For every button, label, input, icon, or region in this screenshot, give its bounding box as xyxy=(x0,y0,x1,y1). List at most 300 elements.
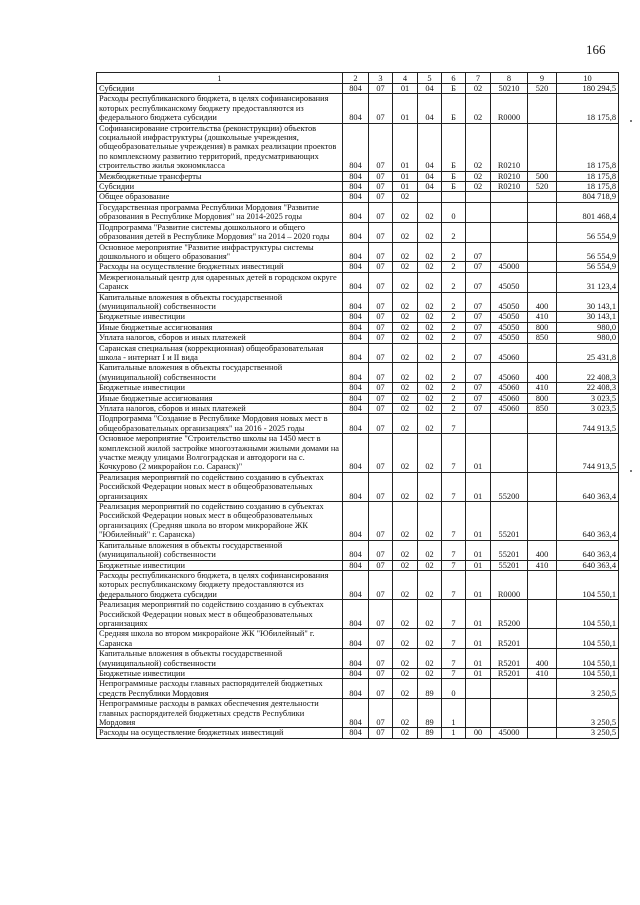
event-code-cell: 01 xyxy=(466,629,491,649)
expense-code-cell: R5200 xyxy=(491,600,528,629)
column-header-8: 8 xyxy=(491,73,528,84)
subprogram-code-cell: 2 xyxy=(442,272,466,292)
ministry-code-cell: 804 xyxy=(343,502,369,541)
subprogram-code-cell: 7 xyxy=(442,560,466,570)
expense-code-cell: 55201 xyxy=(491,502,528,541)
subsection-code-cell: 02 xyxy=(393,322,418,332)
program-code-cell: 02 xyxy=(418,502,442,541)
expense-code-cell xyxy=(491,679,528,699)
section-code-cell: 07 xyxy=(369,322,393,332)
expense-type-code-cell xyxy=(528,343,557,363)
amount-cell: 801 468,4 xyxy=(557,202,619,222)
subprogram-code-cell: 7 xyxy=(442,540,466,560)
subsection-code-cell: 01 xyxy=(393,84,418,94)
row-name-cell: Непрограммные расходы главных распорядителей бюджетных средств Республики Мордовия xyxy=(97,679,343,699)
table-row xyxy=(97,502,619,541)
expense-code-cell: R0210 xyxy=(491,123,528,171)
expense-code-cell: R0000 xyxy=(491,94,528,123)
expense-code-cell: R5201 xyxy=(491,629,528,649)
row-name-cell: Реализация мероприятий по содействию созданию в субъектах Российской Федерации новых мест в общеобразовательных организациях (Средняя школа во втором микрорайоне ЖК "Юбилейный" г. Саранска) xyxy=(97,502,343,541)
event-code-cell: 01 xyxy=(466,560,491,570)
subprogram-code-cell: Б xyxy=(442,123,466,171)
table-row xyxy=(97,600,619,629)
expense-code-cell: 45060 xyxy=(491,383,528,393)
program-code-cell: 02 xyxy=(418,393,442,403)
ministry-code-cell: 804 xyxy=(343,649,369,669)
subprogram-code-cell: 7 xyxy=(442,629,466,649)
subsection-code-cell: 02 xyxy=(393,472,418,501)
subsection-code-cell: 02 xyxy=(393,404,418,414)
program-code-cell: 02 xyxy=(418,383,442,393)
expense-code-cell xyxy=(491,414,528,434)
section-code-cell: 07 xyxy=(369,668,393,678)
section-code-cell: 07 xyxy=(369,699,393,728)
expense-type-code-cell xyxy=(528,472,557,501)
program-code-cell: 02 xyxy=(418,363,442,383)
row-name-cell: Реализация мероприятий по содействию созданию в субъектах Российской Федерации новых мест в общеобразовательных организациях xyxy=(97,472,343,501)
amount-cell: 744 913,5 xyxy=(557,414,619,434)
section-code-cell: 07 xyxy=(369,629,393,649)
row-name-cell: Реализация мероприятий по содействию созданию в субъектах Российской Федерации новых мест в общеобразовательных организациях xyxy=(97,600,343,629)
expense-type-code-cell xyxy=(528,629,557,649)
program-code-cell: 02 xyxy=(418,434,442,473)
expense-code-cell: R5201 xyxy=(491,668,528,678)
table-row xyxy=(97,472,619,501)
table-row xyxy=(97,699,619,728)
table-row xyxy=(97,84,619,94)
section-code-cell: 07 xyxy=(369,434,393,473)
amount-cell: 56 554,9 xyxy=(557,222,619,242)
subsection-code-cell: 02 xyxy=(393,540,418,560)
expense-code-cell: 55200 xyxy=(491,472,528,501)
section-code-cell: 07 xyxy=(369,540,393,560)
ministry-code-cell: 804 xyxy=(343,414,369,434)
subprogram-code-cell: 1 xyxy=(442,699,466,728)
table-row xyxy=(97,222,619,242)
event-code-cell: 01 xyxy=(466,668,491,678)
section-code-cell: 07 xyxy=(369,171,393,181)
expense-code-cell: 45060 xyxy=(491,404,528,414)
row-name-cell: Средняя школа во втором микрорайоне ЖК "Юбилейный" г. Саранска xyxy=(97,629,343,649)
subprogram-code-cell xyxy=(442,192,466,202)
amount-cell: 104 550,1 xyxy=(557,570,619,599)
subsection-code-cell: 02 xyxy=(393,343,418,363)
row-name-cell: Расходы республиканского бюджета, в целях софинансирования которых республиканскому бюджету предоставляются из федерального бюджета субсидии xyxy=(97,94,343,123)
expense-type-code-cell xyxy=(528,262,557,272)
program-code-cell: 02 xyxy=(418,202,442,222)
section-code-cell: 07 xyxy=(369,363,393,383)
subsection-code-cell: 02 xyxy=(393,414,418,434)
program-code-cell: 89 xyxy=(418,699,442,728)
program-code-cell: 04 xyxy=(418,84,442,94)
subsection-code-cell: 02 xyxy=(393,728,418,738)
event-code-cell: 01 xyxy=(466,570,491,599)
expense-code-cell: 45050 xyxy=(491,322,528,332)
table-row xyxy=(97,182,619,192)
event-code-cell xyxy=(466,192,491,202)
expense-code-cell: 55201 xyxy=(491,540,528,560)
ministry-code-cell: 804 xyxy=(343,222,369,242)
row-name-cell: Межрегиональный центр для одаренных детей в городском округе Саранск xyxy=(97,272,343,292)
amount-cell: 640 363,4 xyxy=(557,472,619,501)
ministry-code-cell: 804 xyxy=(343,668,369,678)
amount-cell: 56 554,9 xyxy=(557,262,619,272)
expense-code-cell: 55201 xyxy=(491,560,528,570)
subsection-code-cell: 02 xyxy=(393,600,418,629)
expense-code-cell xyxy=(491,699,528,728)
amount-cell: 744 913,5 xyxy=(557,434,619,473)
subprogram-code-cell: 2 xyxy=(442,312,466,322)
expense-type-code-cell: 850 xyxy=(528,333,557,343)
event-code-cell: 07 xyxy=(466,292,491,312)
program-code-cell: 89 xyxy=(418,728,442,738)
expense-type-code-cell xyxy=(528,728,557,738)
table-row xyxy=(97,312,619,322)
event-code-cell: 07 xyxy=(466,363,491,383)
event-code-cell: 02 xyxy=(466,84,491,94)
event-code-cell: 07 xyxy=(466,333,491,343)
event-code-cell: 01 xyxy=(466,434,491,473)
event-code-cell xyxy=(466,222,491,242)
expense-type-code-cell: 410 xyxy=(528,560,557,570)
column-header-2: 2 xyxy=(343,73,369,84)
program-code-cell: 02 xyxy=(418,312,442,322)
column-header-5: 5 xyxy=(418,73,442,84)
section-code-cell: 07 xyxy=(369,414,393,434)
row-name-cell: Капитальные вложения в объекты государственной (муниципальной) собственности xyxy=(97,292,343,312)
subprogram-code-cell: 7 xyxy=(442,649,466,669)
row-name-cell: Бюджетные инвестиции xyxy=(97,383,343,393)
column-header-4: 4 xyxy=(393,73,418,84)
expense-type-code-cell: 850 xyxy=(528,404,557,414)
expense-type-code-cell xyxy=(528,502,557,541)
expense-type-code-cell xyxy=(528,600,557,629)
expense-code-cell: R0210 xyxy=(491,171,528,181)
table-row xyxy=(97,202,619,222)
section-code-cell: 07 xyxy=(369,333,393,343)
table-row xyxy=(97,649,619,669)
event-code-cell: 02 xyxy=(466,171,491,181)
section-code-cell: 07 xyxy=(369,649,393,669)
amount-cell: 18 175,8 xyxy=(557,123,619,171)
expense-type-code-cell: 500 xyxy=(528,171,557,181)
section-code-cell: 07 xyxy=(369,94,393,123)
section-code-cell: 07 xyxy=(369,728,393,738)
amount-cell: 104 550,1 xyxy=(557,629,619,649)
subsection-code-cell: 02 xyxy=(393,699,418,728)
program-code-cell: 02 xyxy=(418,540,442,560)
row-name-cell: Иные бюджетные ассигнования xyxy=(97,393,343,403)
ministry-code-cell: 804 xyxy=(343,123,369,171)
subprogram-code-cell: 7 xyxy=(442,668,466,678)
expense-code-cell xyxy=(491,192,528,202)
expense-type-code-cell: 400 xyxy=(528,649,557,669)
ministry-code-cell: 804 xyxy=(343,434,369,473)
column-header-1: 1 xyxy=(97,73,343,84)
ministry-code-cell: 804 xyxy=(343,84,369,94)
amount-cell: 640 363,4 xyxy=(557,560,619,570)
ministry-code-cell: 804 xyxy=(343,540,369,560)
table-row xyxy=(97,629,619,649)
column-header-3: 3 xyxy=(369,73,393,84)
expense-code-cell: 45050 xyxy=(491,272,528,292)
program-code-cell: 02 xyxy=(418,600,442,629)
row-name-cell: Бюджетные инвестиции xyxy=(97,560,343,570)
amount-cell: 18 175,8 xyxy=(557,182,619,192)
program-code-cell: 02 xyxy=(418,668,442,678)
row-name-cell: Субсидии xyxy=(97,182,343,192)
subprogram-code-cell: 2 xyxy=(442,343,466,363)
ministry-code-cell: 804 xyxy=(343,629,369,649)
table-row xyxy=(97,343,619,363)
subprogram-code-cell: 7 xyxy=(442,434,466,473)
expense-code-cell: 45060 xyxy=(491,363,528,383)
program-code-cell: 02 xyxy=(418,560,442,570)
program-code-cell: 04 xyxy=(418,182,442,192)
section-code-cell: 07 xyxy=(369,84,393,94)
row-name-cell: Государственная программа Республики Мордовия "Развитие образования в Республике Мордовия" на 2014-2025 годы xyxy=(97,202,343,222)
expense-type-code-cell xyxy=(528,242,557,262)
table-row xyxy=(97,383,619,393)
subsection-code-cell: 02 xyxy=(393,668,418,678)
event-code-cell: 07 xyxy=(466,272,491,292)
row-name-cell: Капитальные вложения в объекты государственной (муниципальной) собственности xyxy=(97,540,343,560)
section-code-cell: 07 xyxy=(369,272,393,292)
table-row xyxy=(97,414,619,434)
amount-cell: 3 250,5 xyxy=(557,728,619,738)
program-code-cell: 02 xyxy=(418,343,442,363)
expense-code-cell: 45050 xyxy=(491,333,528,343)
subprogram-code-cell: 7 xyxy=(442,600,466,629)
row-name-cell: Расходы республиканского бюджета, в целях софинансирования которых республиканскому бюджету предоставляются из федерального бюджета субсидии xyxy=(97,570,343,599)
expense-type-code-cell xyxy=(528,94,557,123)
event-code-cell xyxy=(466,679,491,699)
program-code-cell: 02 xyxy=(418,649,442,669)
program-code-cell: 02 xyxy=(418,472,442,501)
subsection-code-cell: 02 xyxy=(393,292,418,312)
amount-cell: 22 408,3 xyxy=(557,383,619,393)
subsection-code-cell: 02 xyxy=(393,312,418,322)
ministry-code-cell: 804 xyxy=(343,560,369,570)
section-code-cell: 07 xyxy=(369,222,393,242)
section-code-cell: 07 xyxy=(369,570,393,599)
ministry-code-cell: 804 xyxy=(343,570,369,599)
amount-cell: 980,0 xyxy=(557,333,619,343)
ministry-code-cell: 804 xyxy=(343,192,369,202)
ministry-code-cell: 804 xyxy=(343,393,369,403)
table-row xyxy=(97,272,619,292)
expense-type-code-cell: 410 xyxy=(528,312,557,322)
section-code-cell: 07 xyxy=(369,182,393,192)
table-row xyxy=(97,292,619,312)
ministry-code-cell: 804 xyxy=(343,242,369,262)
program-code-cell: 02 xyxy=(418,333,442,343)
expense-code-cell: R0210 xyxy=(491,182,528,192)
row-name-cell: Расходы на осуществление бюджетных инвестиций xyxy=(97,262,343,272)
table-row xyxy=(97,434,619,473)
program-code-cell: 04 xyxy=(418,94,442,123)
subprogram-code-cell: 0 xyxy=(442,202,466,222)
ministry-code-cell: 804 xyxy=(343,262,369,272)
subsection-code-cell: 02 xyxy=(393,222,418,242)
row-name-cell: Бюджетные инвестиции xyxy=(97,312,343,322)
expense-type-code-cell: 400 xyxy=(528,540,557,560)
expense-type-code-cell: 410 xyxy=(528,668,557,678)
subsection-code-cell: 02 xyxy=(393,502,418,541)
table-row xyxy=(97,363,619,383)
ministry-code-cell: 804 xyxy=(343,404,369,414)
amount-cell: 25 431,8 xyxy=(557,343,619,363)
event-code-cell: 00 xyxy=(466,728,491,738)
expense-code-cell xyxy=(491,242,528,262)
amount-cell: 30 143,1 xyxy=(557,312,619,322)
row-name-cell: Бюджетные инвестиции xyxy=(97,668,343,678)
section-code-cell: 07 xyxy=(369,192,393,202)
ministry-code-cell: 804 xyxy=(343,322,369,332)
row-name-cell: Непрограммные расходы в рамках обеспечения деятельности главных распорядителей бюджетных средств Республики Мордовия xyxy=(97,699,343,728)
section-code-cell: 07 xyxy=(369,262,393,272)
amount-cell: 180 294,5 xyxy=(557,84,619,94)
ministry-code-cell: 804 xyxy=(343,383,369,393)
subsection-code-cell: 01 xyxy=(393,123,418,171)
table-body xyxy=(97,84,619,739)
subsection-code-cell: 02 xyxy=(393,649,418,669)
amount-cell: 3 023,5 xyxy=(557,393,619,403)
amount-cell: 640 363,4 xyxy=(557,502,619,541)
program-code-cell: 02 xyxy=(418,570,442,599)
row-name-cell: Подпрограмма "Развитие системы дошкольного и общего образования детей в Республике Мордовия" на 2014 – 2020 годы xyxy=(97,222,343,242)
expense-code-cell: 45000 xyxy=(491,262,528,272)
scan-mark xyxy=(630,470,632,472)
ministry-code-cell: 804 xyxy=(343,292,369,312)
subprogram-code-cell: Б xyxy=(442,182,466,192)
row-name-cell: Уплата налогов, сборов и иных платежей xyxy=(97,333,343,343)
section-code-cell: 07 xyxy=(369,383,393,393)
event-code-cell: 07 xyxy=(466,393,491,403)
event-code-cell: 07 xyxy=(466,312,491,322)
row-name-cell: Уплата налогов, сборов и иных платежей xyxy=(97,404,343,414)
event-code-cell: 02 xyxy=(466,123,491,171)
expense-type-code-cell xyxy=(528,272,557,292)
amount-cell: 104 550,1 xyxy=(557,600,619,629)
subprogram-code-cell: Б xyxy=(442,171,466,181)
table-row xyxy=(97,560,619,570)
event-code-cell: 01 xyxy=(466,649,491,669)
event-code-cell: 02 xyxy=(466,94,491,123)
subprogram-code-cell: 1 xyxy=(442,728,466,738)
subprogram-code-cell: Б xyxy=(442,94,466,123)
expense-type-code-cell xyxy=(528,222,557,242)
ministry-code-cell: 804 xyxy=(343,600,369,629)
program-code-cell: 02 xyxy=(418,404,442,414)
row-name-cell: Иные бюджетные ассигнования xyxy=(97,322,343,332)
column-header-7: 7 xyxy=(466,73,491,84)
program-code-cell: 02 xyxy=(418,222,442,242)
expense-code-cell: R0000 xyxy=(491,570,528,599)
expense-code-cell: 50210 xyxy=(491,84,528,94)
ministry-code-cell: 804 xyxy=(343,472,369,501)
amount-cell: 56 554,9 xyxy=(557,242,619,262)
table-row xyxy=(97,322,619,332)
row-name-cell: Субсидии xyxy=(97,84,343,94)
event-code-cell: 01 xyxy=(466,540,491,560)
table-row xyxy=(97,192,619,202)
section-code-cell: 07 xyxy=(369,472,393,501)
expense-code-cell: 45000 xyxy=(491,728,528,738)
ministry-code-cell: 804 xyxy=(343,363,369,383)
section-code-cell: 07 xyxy=(369,502,393,541)
subsection-code-cell: 02 xyxy=(393,560,418,570)
ministry-code-cell: 804 xyxy=(343,679,369,699)
subsection-code-cell: 02 xyxy=(393,393,418,403)
subprogram-code-cell: 2 xyxy=(442,383,466,393)
amount-cell: 30 143,1 xyxy=(557,292,619,312)
event-code-cell xyxy=(466,202,491,222)
amount-cell: 640 363,4 xyxy=(557,540,619,560)
section-code-cell: 07 xyxy=(369,292,393,312)
table-row xyxy=(97,393,619,403)
event-code-cell: 01 xyxy=(466,472,491,501)
expense-type-code-cell xyxy=(528,123,557,171)
subprogram-code-cell: 7 xyxy=(442,570,466,599)
subsection-code-cell: 02 xyxy=(393,363,418,383)
row-name-cell: Основное мероприятие "Строительство школы на 1450 мест в комплексной жилой застройке многоэтажными жилыми домами на участке между улицами Волгоградская и автодороги на с. Кочкурово (2 микрорайон г.о. Саранск)" xyxy=(97,434,343,473)
subprogram-code-cell: Б xyxy=(442,84,466,94)
expense-type-code-cell xyxy=(528,202,557,222)
column-header-10: 10 xyxy=(557,73,619,84)
event-code-cell: 01 xyxy=(466,502,491,541)
expense-code-cell: 45060 xyxy=(491,393,528,403)
subprogram-code-cell: 2 xyxy=(442,322,466,332)
table-row xyxy=(97,570,619,599)
row-name-cell: Капитальные вложения в объекты государственной (муниципальной) собственности xyxy=(97,649,343,669)
expense-code-cell: 45060 xyxy=(491,343,528,363)
subprogram-code-cell: 0 xyxy=(442,679,466,699)
section-code-cell: 07 xyxy=(369,202,393,222)
table-row xyxy=(97,668,619,678)
section-code-cell: 07 xyxy=(369,343,393,363)
row-name-cell: Расходы на осуществление бюджетных инвестиций xyxy=(97,728,343,738)
amount-cell: 3 250,5 xyxy=(557,679,619,699)
expense-type-code-cell: 400 xyxy=(528,292,557,312)
amount-cell: 980,0 xyxy=(557,322,619,332)
expense-type-code-cell: 800 xyxy=(528,322,557,332)
program-code-cell xyxy=(418,192,442,202)
expense-type-code-cell xyxy=(528,570,557,599)
program-code-cell: 02 xyxy=(418,262,442,272)
subprogram-code-cell: 2 xyxy=(442,242,466,262)
section-code-cell: 07 xyxy=(369,560,393,570)
subprogram-code-cell: 2 xyxy=(442,363,466,383)
scan-mark xyxy=(630,120,632,122)
ministry-code-cell: 804 xyxy=(343,728,369,738)
table-row xyxy=(97,171,619,181)
ministry-code-cell: 804 xyxy=(343,202,369,222)
expense-type-code-cell: 410 xyxy=(528,383,557,393)
ministry-code-cell: 804 xyxy=(343,333,369,343)
ministry-code-cell: 804 xyxy=(343,182,369,192)
amount-cell: 18 175,8 xyxy=(557,94,619,123)
expense-code-cell: 45050 xyxy=(491,312,528,322)
section-code-cell: 07 xyxy=(369,393,393,403)
ministry-code-cell: 804 xyxy=(343,312,369,322)
subsection-code-cell: 01 xyxy=(393,94,418,123)
table-row xyxy=(97,242,619,262)
subprogram-code-cell: 2 xyxy=(442,333,466,343)
expense-code-cell: R5201 xyxy=(491,649,528,669)
expense-type-code-cell xyxy=(528,192,557,202)
event-code-cell: 07 xyxy=(466,343,491,363)
